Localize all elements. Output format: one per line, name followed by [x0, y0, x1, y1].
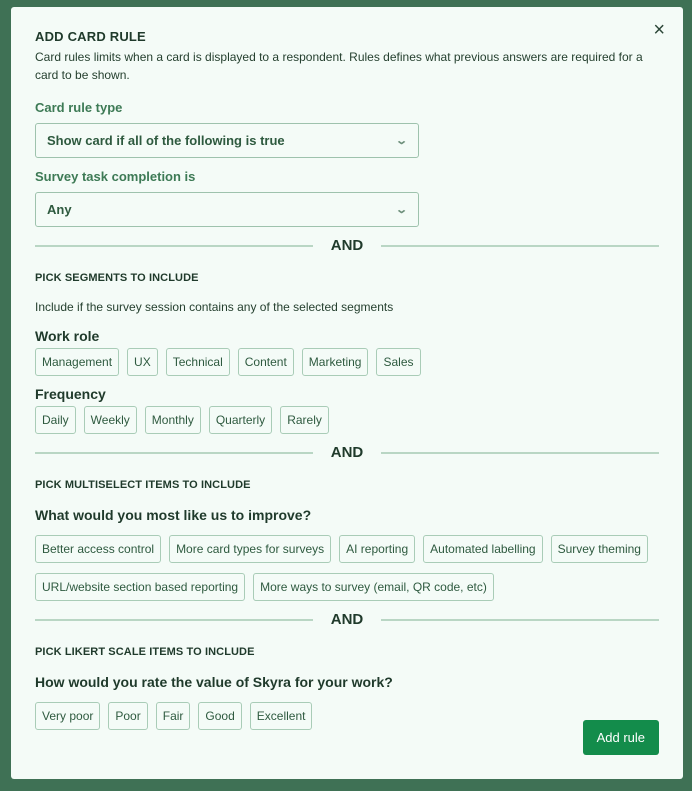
option-chip[interactable]: Rarely — [280, 406, 329, 434]
option-chip[interactable]: Fair — [156, 702, 191, 730]
and-divider — [35, 237, 659, 254]
segment-group-label: Work role — [35, 328, 100, 344]
segment-group-label: Frequency — [35, 386, 106, 402]
add-rule-button[interactable]: Add rule — [583, 720, 659, 755]
chevron-down-icon: ⌄ — [394, 135, 408, 147]
segments-heading: PICK SEGMENTS TO INCLUDE — [35, 272, 199, 284]
dialog-title: ADD CARD RULE — [35, 29, 146, 44]
option-chip[interactable]: Daily — [35, 406, 76, 434]
close-icon[interactable]: × — [653, 19, 665, 41]
segments-subtext: Include if the survey session contains any of the selected segments — [35, 300, 394, 314]
task-completion-select[interactable] — [35, 192, 419, 227]
likert-heading: PICK LIKERT SCALE ITEMS TO INCLUDE — [35, 646, 255, 658]
option-chip[interactable]: Survey theming — [551, 535, 648, 563]
option-chip[interactable]: Management — [35, 348, 119, 376]
option-chip[interactable]: Automated labelling — [423, 535, 542, 563]
option-chip[interactable]: Sales — [376, 348, 420, 376]
option-chip[interactable]: Excellent — [250, 702, 313, 730]
option-chip[interactable]: Better access control — [35, 535, 161, 563]
multiselect-options — [35, 535, 659, 601]
segment-options — [35, 348, 659, 376]
option-chip[interactable]: AI reporting — [339, 535, 415, 563]
option-chip[interactable]: Poor — [108, 702, 147, 730]
option-chip[interactable]: UX — [127, 348, 158, 376]
option-chip[interactable]: Marketing — [302, 348, 369, 376]
option-chip[interactable]: Quarterly — [209, 406, 272, 434]
chevron-down-icon: ⌄ — [394, 204, 408, 216]
option-chip[interactable]: Technical — [166, 348, 230, 376]
segment-options — [35, 406, 659, 434]
and-label: AND — [330, 611, 364, 628]
option-chip[interactable]: Very poor — [35, 702, 100, 730]
multiselect-heading: PICK MULTISELECT ITEMS TO INCLUDE — [35, 479, 251, 491]
task-completion-value: Any — [47, 202, 72, 217]
and-divider — [35, 611, 659, 628]
dialog-footer — [583, 720, 659, 755]
option-chip[interactable]: More ways to survey (email, QR code, etc) — [253, 573, 494, 601]
option-chip[interactable]: Content — [238, 348, 294, 376]
likert-question: How would you rate the value of Skyra for your work? — [35, 674, 393, 690]
and-label: AND — [330, 237, 364, 254]
likert-options — [35, 702, 659, 730]
rule-type-select[interactable] — [35, 123, 419, 158]
add-card-rule-dialog — [11, 7, 683, 779]
task-completion-label: Survey task completion is — [35, 169, 196, 184]
option-chip[interactable]: URL/website section based reporting — [35, 573, 245, 601]
option-chip[interactable]: More card types for surveys — [169, 535, 331, 563]
segment-groups — [35, 328, 659, 434]
option-chip[interactable]: Monthly — [145, 406, 201, 434]
dialog-description: Card rules limits when a card is displayed to a respondent. Rules defines what previous answers are required for a card to be shown. — [35, 50, 643, 82]
option-chip[interactable]: Weekly — [84, 406, 137, 434]
rule-type-label: Card rule type — [35, 100, 123, 115]
and-label: AND — [330, 444, 364, 461]
multiselect-question: What would you most like us to improve? — [35, 507, 312, 523]
and-divider — [35, 444, 659, 461]
option-chip[interactable]: Good — [198, 702, 241, 730]
rule-type-value: Show card if all of the following is true — [47, 133, 285, 148]
